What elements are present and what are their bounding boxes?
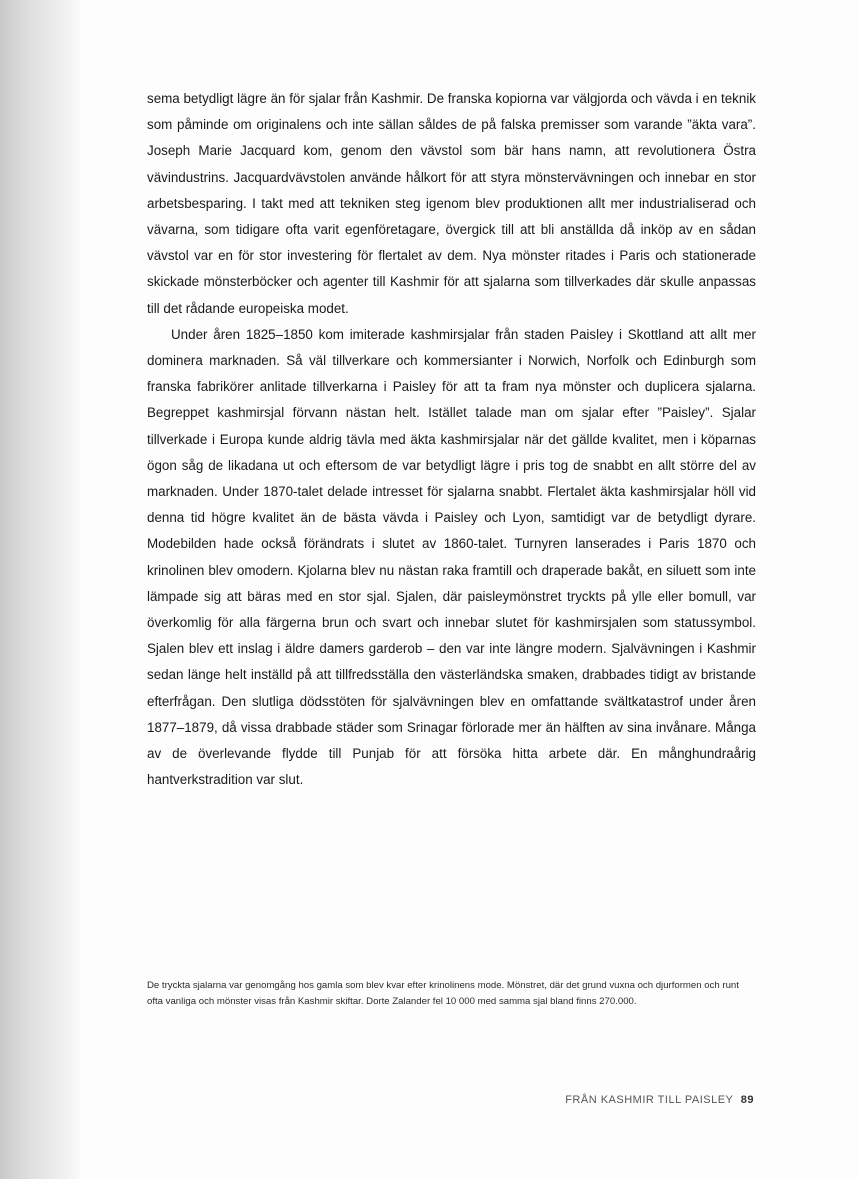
running-head: FRÅN KASHMIR TILL PAISLEY: [565, 1094, 734, 1106]
figure-caption: De tryckta sjalarna var genomgång hos gamla som blev kvar efter krinolinens mode. Mönstret, där det grund vuxna och djurformen och runt ofta vanliga och mönster visas från Kashmir skiftar. Dorte Zalander fel 10 000 med samma sjal bland finns 270.000.: [147, 980, 739, 1007]
main-text-column: [147, 86, 756, 793]
page-number: 89: [740, 1094, 754, 1106]
paragraph: sema betydligt lägre än för sjalar från Kashmir. De franska kopiorna var välgjorda och vävda i en teknik som påminde om originalens och inte sällan såldes de på falska premisser som varande ”äkta vara”. Joseph Marie Jacquard kom, genom den vävstol som bär hans namn, att revolutionera Östra vävindustrins. Jacquardvävstolen använde hålkort för att styra mönstervävningen och innebar en stor arbetsbesparing. I takt med att tekniken steg igenom blev produktionen allt mer industrialiserad och vävarna, som tidigare ofta varit egenföretagare, övergick till att bli anställda då inköp av en sådan vävstol var en för stor investering för flertalet av dem. Nya mönster ritades i Paris och stationerade skickade mönsterböcker och agenter till Kashmir för att sjalarna som tillverkades där skulle anpassas till det rådande europeiska modet.: [147, 91, 756, 316]
paragraph: Under åren 1825–1850 kom imiterade kashmirsjalar från staden Paisley i Skottland att allt mer dominera marknaden. Så väl tillverkare och kommersianter i Norwich, Norfolk och Edinburgh som franska fabrikörer anlitade tillverkarna i Paisley för att ta fram nya mönster och duplicera sjalarna. Begreppet kashmirsjal förvann nästan helt. Istället talade man om sjalar efter ”Paisley”. Sjalar tillverkade i Europa kunde aldrig tävla med äkta kashmirsjalar när det gällde kvalitet, men i köparnas ögon såg de likadana ut och eftersom de var betydligt lägre i pris tog de snabbt en allt större del av marknaden. Under 1870-talet delade intresset för sjalarna snabbt. Flertalet äkta kashmirsjalar höll vid denna tid högre kvalitet än de bästa vävda i Paisley och Lyon, samtidigt var de betydligt dyrare. Modebilden hade också förändrats i slutet av 1860-talet. Turnyren lanserades i Paris 1870 och krinolinen blev omodern. Kjolarna blev nu nästan raka framtill och draperade bakåt, en siluett som inte lämpade sig att bäras med en stor sjal. Sjalen, där paisleymönstret tryckts på ylle eller bomull, var överkomlig för alla färgerna brun och svart och innebar slutet för kashmirsjalen som statussymbol. Sjalen blev ett inslag i äldre damers garderob – den var inte längre modern. Sjalvävningen i Kashmir sedan länge helt inställd på att tillfredsställa den västerländska smaken, drabbades tidigt av bristande efterfrågan. Den slutliga dödsstöten för sjalvävningen blev en omfattande svältkatastrof under åren 1877–1879, då vissa drabbade städer som Srinagar förlorade mer än hälften av sina invånare. Många av de överlevande flydde till Punjab för att försöka hitta arbete där. En månghundraårig hantverkstradition var slut.: [147, 326, 756, 788]
page-footer: [565, 1094, 754, 1106]
page-gutter-shadow: [0, 0, 80, 1179]
